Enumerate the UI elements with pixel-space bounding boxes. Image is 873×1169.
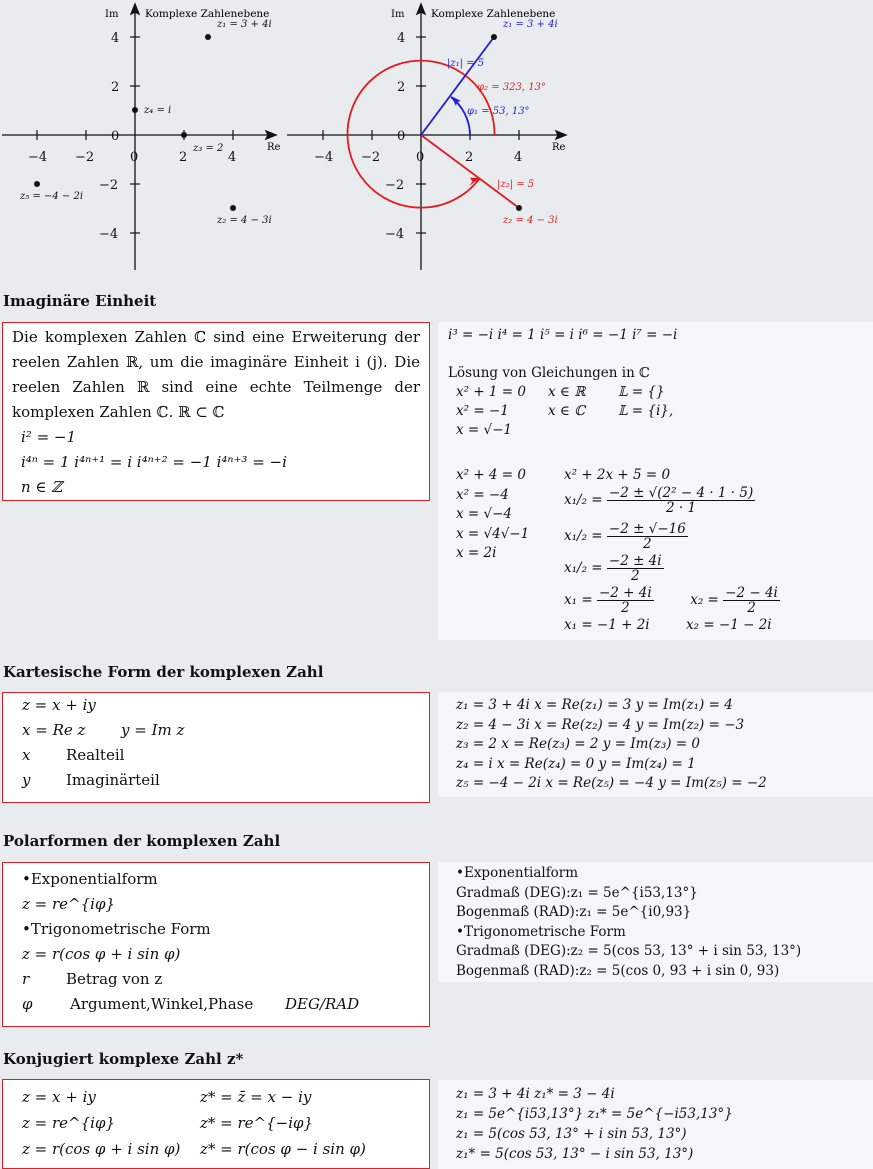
xtick-label: 4 bbox=[514, 150, 523, 165]
polar-example-row: Gradmaß (DEG):z₂ = 5(cos 53, 13° + i sin 53, 13°) bbox=[456, 943, 802, 959]
x12-f1: x₁/₂ = $\frac{\text{−2 ± √(2² − 4 · 1 · 5)}}{2 \cdot 1}$ bbox=[564, 485, 754, 516]
konj-line: z = x + iy z* = z̄ = x − iy bbox=[22, 1088, 312, 1106]
xtick-label: 0 bbox=[130, 150, 139, 165]
polar-line: •Exponentialform bbox=[22, 870, 158, 888]
kart-line: y Imaginärteil bbox=[22, 771, 160, 789]
konj-example-row: z₁ = 5e^{i53,13°} z₁* = 5e^{−i53,13°} bbox=[456, 1106, 733, 1122]
konj-example-row: z₁ = 3 + 4i z₁* = 3 − 4i bbox=[456, 1086, 615, 1102]
section-title-konj: Konjugiert komplexe Zahl z* bbox=[3, 1050, 244, 1068]
label-z1: z₁ = 3 + 4i bbox=[503, 19, 558, 30]
polar-example-row: Gradmaß (DEG):z₁ = 5e^{i53,13°} bbox=[456, 884, 698, 901]
ytick-label: 2 bbox=[397, 80, 406, 95]
kart-line: x = Re z y = Im z bbox=[22, 721, 185, 739]
ytick-label: −4 bbox=[99, 227, 119, 242]
polar-line: φ Argument,Winkel,Phase DEG/RAD bbox=[22, 995, 360, 1013]
ytick-label: 0 bbox=[397, 129, 406, 144]
imag-examples-box bbox=[438, 322, 873, 640]
label-phi1: φ₁ = 53, 13° bbox=[467, 106, 530, 117]
label-abs-z1: |z₁| = 5 bbox=[447, 58, 485, 69]
polar-example-row: Bogenmaß (RAD):z₁ = 5e^{i0,93} bbox=[456, 904, 692, 920]
x12-f2: x₁/₂ = $\frac{-2 \pm √-16}{2}$ bbox=[564, 521, 686, 552]
polar-example-row: •Exponentialform bbox=[456, 865, 579, 881]
imag-powers: i³ = −i i⁴ = 1 i⁵ = i i⁶ = −1 i⁷ = −i bbox=[448, 327, 678, 343]
xtick-label: 0 bbox=[416, 150, 425, 165]
x1-x2-frac: x₁ = $\frac{-2 + 4i}{2}$ x₂ = $\frac{-2 - 4i}{2}$ bbox=[564, 585, 778, 616]
plot-right bbox=[285, 0, 873, 285]
kart-line: z = x + iy bbox=[22, 696, 96, 714]
point-label-z3: z₃ = 2 bbox=[193, 143, 224, 154]
kart-example-row: z₂ = 4 − 3i x = Re(z₂) = 4 y = Im(z₂) = −3 bbox=[456, 716, 745, 733]
imag-definition-box bbox=[2, 322, 430, 501]
polar-examples-box bbox=[438, 862, 873, 982]
point-label-z5: z₅ = −4 − 2i bbox=[20, 191, 84, 202]
loesung-heading: Lösung von Gleichungen in ℂ bbox=[448, 365, 650, 381]
vector-z2 bbox=[421, 135, 519, 208]
kart-example-row: z₄ = i x = Re(z₄) = 0 y = Im(z₄) = 1 bbox=[456, 755, 696, 772]
kart-line: x Realteil bbox=[22, 746, 125, 764]
konj-example-row: z₁* = 5(cos 53, 13° − i sin 53, 13°) bbox=[456, 1146, 694, 1162]
plot-left bbox=[0, 0, 290, 285]
axis-im-label: Im bbox=[105, 9, 119, 20]
ytick-label: 0 bbox=[111, 129, 120, 144]
quad-eq: x² + 2x + 5 = 0 bbox=[564, 467, 671, 483]
eq-row: x = √−1 bbox=[456, 422, 513, 438]
polar-line: z = r(cos φ + i sin φ) bbox=[22, 945, 181, 963]
label-z2: z₂ = 4 − 3i bbox=[503, 215, 558, 226]
konj-line: z = re^{iφ} z* = re^{−iφ} bbox=[22, 1114, 314, 1132]
konj-example-row: z₁ = 5(cos 53, 13° + i sin 53, 13°) bbox=[456, 1126, 687, 1142]
plot-title: Komplexe Zahlenebene bbox=[145, 8, 270, 20]
xtick-label: −2 bbox=[361, 150, 381, 165]
x1-x2-result: x₁ = −1 + 2i x₂ = −1 − 2i bbox=[564, 617, 772, 633]
point-z1 bbox=[205, 34, 211, 40]
polar-line: •Trigonometrische Form bbox=[22, 920, 211, 938]
label-phi2: φ₂ = 323, 13° bbox=[477, 82, 546, 93]
xtick-label: 2 bbox=[179, 150, 188, 165]
axis-re-label: Re bbox=[267, 142, 281, 153]
eq-row: x² = −1 x ∈ ℂ 𝕃 = {i}, bbox=[456, 403, 674, 419]
kart-example-row: z₅ = −4 − 2i x = Re(z₅) = −4 y = Im(z₅) = −2 bbox=[456, 775, 767, 791]
point-label-z1: z₁ = 3 + 4i bbox=[217, 19, 272, 30]
point-z2 bbox=[516, 205, 522, 211]
ytick-label: −2 bbox=[99, 178, 119, 193]
polar-example-row: •Trigonometrische Form bbox=[456, 923, 626, 940]
kart-example-row: z₃ = 2 x = Re(z₃) = 2 y = Im(z₃) = 0 bbox=[456, 736, 700, 752]
xtick-label: −4 bbox=[28, 150, 48, 165]
kart-definition-box bbox=[2, 692, 430, 803]
label-abs-z2: |z₂| = 5 bbox=[497, 179, 535, 190]
plot-title: Komplexe Zahlenebene bbox=[431, 8, 556, 20]
point-z2 bbox=[230, 205, 236, 211]
eq-row: x² + 1 = 0 x ∈ ℝ 𝕃 = {} bbox=[456, 384, 665, 400]
ytick-label: 4 bbox=[397, 31, 406, 46]
xtick-label: 4 bbox=[228, 150, 237, 165]
point-label-z2: z₂ = 4 − 3i bbox=[217, 215, 272, 226]
imag-powers-n: i⁴ⁿ = 1 i⁴ⁿ⁺¹ = i i⁴ⁿ⁺² = −1 i⁴ⁿ⁺³ = −i bbox=[21, 453, 287, 471]
polar-line: r Betrag von z bbox=[22, 970, 163, 988]
point-z4 bbox=[132, 107, 138, 113]
ytick-label: −4 bbox=[385, 227, 405, 242]
polar-line: z = re^{iφ} bbox=[22, 895, 116, 913]
imag-i-squared: i² = −1 bbox=[21, 428, 77, 446]
point-z1 bbox=[491, 34, 497, 40]
point-z3 bbox=[181, 132, 187, 138]
section-title-imag: Imaginäre Einheit bbox=[3, 292, 157, 310]
ytick-label: 4 bbox=[111, 31, 120, 46]
ytick-label: −2 bbox=[385, 178, 405, 193]
xtick-label: −2 bbox=[75, 150, 95, 165]
eq-left-col: x² + 4 = 0 x² = −4 x = √−4 x = √4√−1 x = 2i bbox=[456, 467, 530, 561]
x12-f3: x₁/₂ = $\frac{-2 \pm 4i}{2}$ bbox=[564, 553, 662, 584]
konj-examples-box bbox=[438, 1080, 873, 1169]
polar-example-row: Bogenmaß (RAD):z₂ = 5(cos 0, 93 + i sin 0, 93) bbox=[456, 962, 780, 979]
section-title-polar: Polarformen der komplexen Zahl bbox=[3, 832, 281, 850]
imag-n-int: n ∈ ℤ bbox=[21, 478, 63, 496]
kart-example-row: z₁ = 3 + 4i x = Re(z₁) = 3 y = Im(z₁) = 4 bbox=[456, 697, 733, 713]
axis-re-label: Re bbox=[552, 142, 566, 153]
section-title-kart: Kartesische Form der komplexen Zahl bbox=[3, 663, 324, 681]
axis-im-label: Im bbox=[391, 9, 405, 20]
konj-definition-box bbox=[2, 1079, 430, 1169]
konj-line: z = r(cos φ + i sin φ) z* = r(cos φ − i sin φ) bbox=[22, 1140, 366, 1158]
point-z5 bbox=[34, 181, 40, 187]
imag-text: Die komplexen Zahlen ℂ sind eine Erweiterung der reelen Zahlen ℝ, um die imaginäre Einheit i (j). Die reelen Zahlen ℝ sind eine echte Teilmenge der komplexen Zahlen ℂ. ℝ ⊂ ℂ bbox=[12, 328, 420, 421]
polar-definition-box bbox=[2, 862, 430, 1027]
xtick-label: 2 bbox=[465, 150, 474, 165]
ytick-label: 2 bbox=[111, 80, 120, 95]
point-label-z4: z₄ = i bbox=[144, 105, 172, 116]
kart-examples-box bbox=[438, 692, 873, 797]
xtick-label: −4 bbox=[314, 150, 334, 165]
